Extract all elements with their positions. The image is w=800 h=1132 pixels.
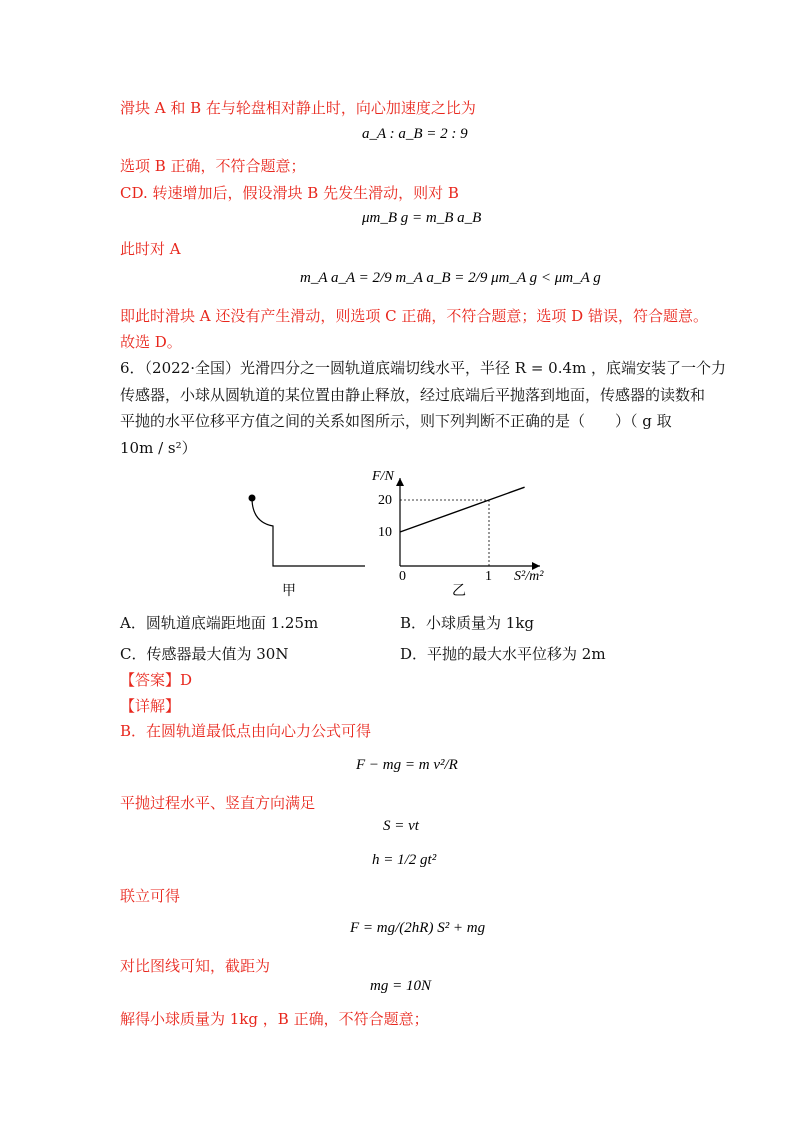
force-vs-displacement-chart <box>371 469 544 599</box>
question-line: 6．（2022·全国）光滑四分之一圆轨道底端切线水平，半径 R = 0.4m ，底端安装了一个力 <box>120 359 727 377</box>
x-tick-label: 1 <box>485 569 492 584</box>
x-tick-label: 0 <box>399 569 406 584</box>
option-d: D．平抛的最大水平位移为 2m <box>400 645 606 663</box>
equation-text: F = mg/(2hR) S² + mg <box>350 920 486 936</box>
solution-text-line: B．在圆轨道最低点由向心力公式可得 <box>120 722 372 740</box>
y-tick-label: 10 <box>378 525 392 540</box>
equation-horizontal <box>383 818 419 835</box>
option-b: B．小球质量为 1kg <box>400 614 535 632</box>
equation-combined <box>350 920 485 937</box>
equation-text: F − mg = m v²/R <box>356 757 458 773</box>
equation-text: h = 1/2 gt² <box>372 852 437 868</box>
y-axis-arrow <box>396 478 404 486</box>
equation-text: mg = 10N <box>370 978 431 994</box>
solution-text-line: 解得小球质量为 1kg ，B 正确，不符合题意； <box>120 1010 429 1028</box>
question-figure <box>0 460 800 600</box>
equation-centripetal <box>356 757 458 774</box>
solution-text-line: 选项 B 正确，不符合题意； <box>120 157 306 175</box>
detail-label: 【详解】 <box>120 697 181 715</box>
question-line: 传感器，小球从圆轨道的某位置由静止释放，经过底端后平抛落到地面，传感器的读数和 <box>120 386 706 404</box>
equation-text: S = vt <box>383 818 419 834</box>
y-tick-label: 20 <box>378 493 392 508</box>
track <box>252 498 365 566</box>
solution-text-line: 平抛过程水平、竖直方向满足 <box>120 794 316 812</box>
equation-vertical <box>372 852 436 869</box>
equation-force-a <box>300 270 601 287</box>
solution-text-line: CD. 转速增加后，假设滑块 B 先发生滑动，则对 B <box>120 184 459 202</box>
figure-label-left: 甲 <box>282 584 296 599</box>
solution-text-line: 即此时滑块 A 还没有产生滑动，则选项 C 正确，不符合题意；选项 D 错误，符合题意。 <box>120 307 708 325</box>
equation-acceleration-ratio <box>362 126 468 143</box>
solution-text-line: 联立可得 <box>120 887 181 905</box>
data-series-line <box>400 487 525 532</box>
option-c: C．传感器最大值为 30N <box>120 645 289 663</box>
option-a: A．圆轨道底端距地面 1.25m <box>120 614 319 632</box>
solution-text-line: 滑块 A 和 B 在与轮盘相对静止时，向心加速度之比为 <box>120 99 476 117</box>
equation-friction-b <box>362 210 481 227</box>
answer-label: 【答案】D <box>120 671 193 689</box>
y-axis-label: F/N <box>372 469 394 484</box>
figure-label-right: 乙 <box>452 584 466 599</box>
equation-text: μm_B g = m_B a_B <box>362 210 482 226</box>
equation-text: m_A a_A = 2/9 m_A a_B = 2/9 μm_A g < μm_A g <box>300 270 601 286</box>
equation-text: a_A : a_B = 2 : 9 <box>362 126 468 142</box>
x-axis-label: S²/m² <box>514 569 544 584</box>
equation-intercept <box>370 978 431 995</box>
solution-text-line: 对比图线可知，截距为 <box>120 957 271 975</box>
solution-text-line: 此时对 A <box>120 240 181 258</box>
question-line: 10m / s²） <box>120 439 197 457</box>
solution-text-line: 故选 D。 <box>120 333 182 351</box>
question-line: 平抛的水平位移平方值之间的关系如图所示，则下列判断不正确的是（ ）（ g 取 <box>120 412 672 430</box>
